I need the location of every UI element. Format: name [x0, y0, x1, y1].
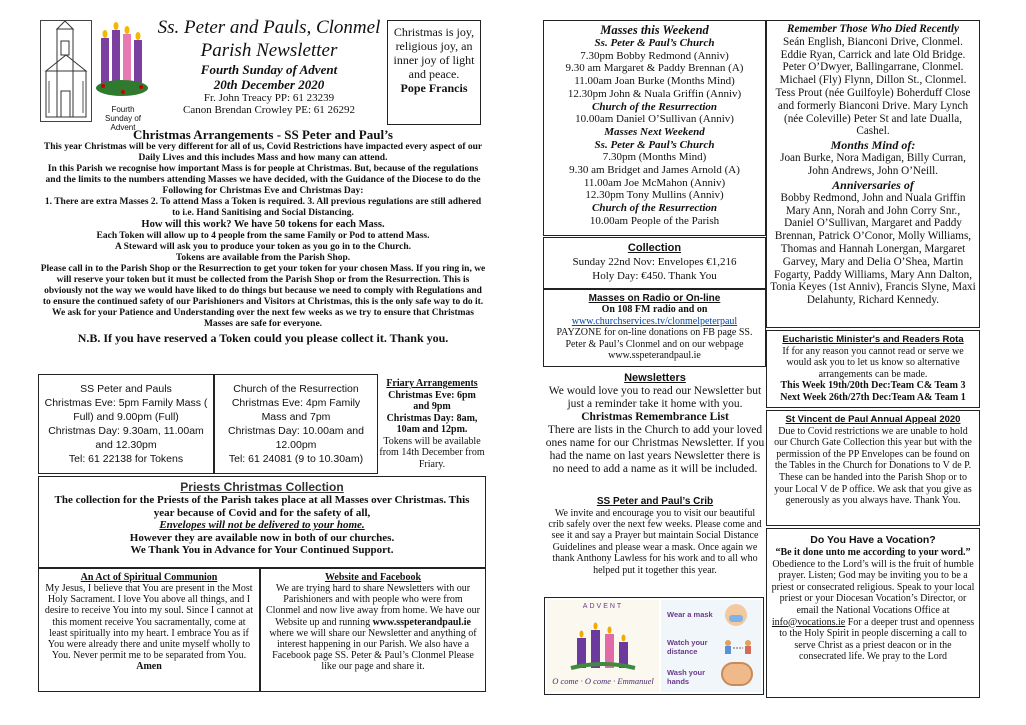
- months-mind-list: Joan Burke, Nora Madigan, Billy Curran, John Andrews, John O’Neill.: [780, 152, 966, 177]
- masses-title: Masses this Weekend: [600, 23, 709, 37]
- arrangements-line: Please call in to the Parish Shop or the Resurrection to get your token for your chosen Mass. If you ring in, we will reserve your token but it must be collected from the Parish Shop or from the Resurrection. This is obviously not the way we would have liked to do things but because we need to comply with Regulations and to ensure the continued safety of our Parishioners and Visitors at Christmas, this is the only safe way to do it.: [40, 264, 486, 307]
- communion-prayer: My Jesus, I believe that You are present in the Most Holy Sacrament. I love You above all things, and I desire to receive You into my soul. Since I cannot at this moment receive You sacramentally, come at least spiritually into my heart. I embrace You as if You were already there and unite myself wholly to You. Never permit me to be separated from You.: [44, 583, 254, 662]
- ssp-eve: Christmas Eve: 5pm Family Mass ( Full) and 9.00pm (Full): [44, 397, 208, 423]
- vocation-box: [766, 528, 980, 698]
- website-link[interactable]: www.sspeterandpaul.ie: [372, 616, 471, 628]
- covid-tips-panel: [661, 600, 761, 692]
- sunday-label: Fourth Sunday of Advent: [200, 62, 338, 77]
- mass-intention: 12.30pm John & Nuala Griffin (Anniv): [567, 87, 742, 100]
- mass-intention: 7.30pm Bobby Redmond (Anniv): [580, 49, 729, 62]
- masthead: [155, 16, 383, 116]
- vocation-body: Obedience to the Lord’s will is the fruit of humble prayer. Listen; God may be inviting you to be a priest or consecrated religious. Speak to your local priest or your Diocesan Vocation’s Director, or email the National Vocations Office at: [771, 558, 975, 616]
- friary-eve: Christmas Eve: 6pm and 9pm: [388, 389, 476, 412]
- collection-title: Collection: [627, 242, 682, 254]
- advent-word: ADVENT: [582, 603, 624, 610]
- priests-availability: However they are available now in both of our churches.: [129, 531, 395, 544]
- rota-this-week: This Week 19th/20th Dec:Team C& Team 3: [780, 380, 966, 391]
- svdp-appeal: [766, 410, 980, 526]
- quote-author: Pope Francis: [400, 81, 468, 95]
- tip-distance: Watch your distance: [667, 638, 708, 656]
- advent-panel: [547, 600, 659, 692]
- collection-holyday: Holy Day: €450. Thank You: [592, 270, 717, 282]
- website-text: [265, 583, 481, 673]
- mass-intention: 9.30 am Margaret & Paddy Brennan (A): [565, 62, 744, 75]
- vocation-text: [771, 547, 975, 663]
- remembrance-title: Christmas Remembrance List: [581, 411, 729, 423]
- friary-day: Christmas Day: 8am, 10am and 12pm.: [386, 412, 478, 435]
- advent-candles-icon: [569, 616, 637, 672]
- rota-title: Eucharistic Minister's and Readers Rota: [782, 334, 964, 345]
- crib-section: [546, 496, 764, 576]
- radio-title: Masses on Radio or On-line: [588, 293, 721, 304]
- mass-intention: 10.00am Daniel O’Sullivan (Anniv): [575, 113, 734, 126]
- mass-intention: 9.30 am Bridget and James Arnold (A): [569, 164, 740, 177]
- mass-intention: 11.00am Joe McMahon (Anniv): [583, 176, 726, 189]
- remember-deceased: [766, 20, 980, 328]
- website-detail: where we will share our Newsletter and anything of interest happening in our Parish. We also have a Facebook page SS. Peter & Paul’s Clonmel Please like our page and share it.: [269, 627, 477, 673]
- arrangements-line: In this Parish we recognise how important Mass is for people at Christmas. But, because of the regulations and the limits to the numbers attending Masses we have decided, with the Guidance of the Diocese to do the Following for Christmas Eve and Christmas Day:: [45, 164, 481, 196]
- mass-intention: 7.30pm (Months Mind): [602, 151, 707, 164]
- newsletter-title: Parish Newsletter: [200, 40, 338, 61]
- arrangements-line: 1. There are extra Masses 2. To attend Mass a Token is required. 3. All previous regulations are still adhered to i.e. Hand Sanitising and Social Distancing.: [44, 197, 482, 218]
- arrangements-line: Tokens are available from the Parish Shop.: [175, 253, 351, 263]
- hands-icon: [721, 662, 753, 686]
- arrangements-title: Christmas Arrangements - SS Peter and Paul’s: [133, 127, 393, 142]
- advent-caption: O come · O come · Emmanuel: [552, 676, 654, 686]
- friary-title: Friary Arrangements: [386, 378, 478, 389]
- communion-title: An Act of Spiritual Communion: [80, 572, 218, 583]
- months-mind-title: Months Mind of:: [830, 138, 916, 153]
- priests-collection-title: Priests Christmas Collection: [180, 480, 344, 494]
- distance-icon: [723, 638, 753, 654]
- svdp-text: Due to Covid restrictions we are unable to hold our Church Gate Collection this year but with the permission of the PP Envelopes can be found on the Tables in the Church for Donations to V de P. These can be handed into the Parish Shop or to your Local V de P office. We ask that you give as generously as you always have. Thank You.: [774, 425, 972, 507]
- christmas-arrangements: [40, 128, 486, 345]
- res-box-title: Church of the Resurrection: [233, 383, 359, 395]
- friary-note: Tokens will be available from 14th December from Friary.: [379, 435, 485, 470]
- website-title: Website and Facebook: [324, 572, 422, 583]
- anniversaries-title: Anniversaries of: [832, 177, 914, 192]
- svdp-title: St Vincent de Paul Annual Appeal 2020: [785, 414, 961, 425]
- mass-intention: 11.00am Joan Burke (Months Mind): [574, 75, 735, 88]
- vocation-quote: “Be it done unto me according to your word.”: [775, 547, 971, 558]
- ssp-tel: Tel: 61 22138 for Tokens: [68, 453, 184, 465]
- priests-thanks: We Thank You in Advance for Your Continued Support.: [130, 544, 394, 556]
- rota-next-week: Next Week 26th/27th Dec:Team A& Team 1: [780, 391, 966, 403]
- crib-title: SS Peter and Paul’s Crib: [596, 496, 714, 507]
- newsletters-title: Newsletters: [624, 372, 686, 384]
- remember-title: Remember Those Who Died Recently: [787, 23, 959, 35]
- ssp-church-heading: Ss. Peter & Paul’s Church: [594, 37, 715, 49]
- vocation-title: Do You Have a Vocation?: [810, 534, 936, 546]
- pope-quote-box: [387, 20, 481, 125]
- radio-line: On 108 FM radio and on: [601, 304, 708, 316]
- issue-date: 20th December 2020: [213, 77, 325, 92]
- advent-wreath-image: [95, 20, 153, 132]
- vocation-prayer: For a deeper trust and openness to the Holy Spirit in people discerning a call to serve Christ as a priest deacon or in the consecrated life. We pray to the Lord: [779, 616, 975, 663]
- masses-radio-online: [543, 289, 766, 367]
- masses-this-weekend: [543, 20, 766, 236]
- deceased-list: Seán English, Bianconi Drive, Clonmel. Eddie Ryan, Carrick and late Old Bridge. Peter O’Dwyer, Ballingarrane, Clonmel. Michael (Fly) Flynn, Dillon St., Clonmel. Tess Prout (née Guilfoyle) Boherduff Close and formerly Bianconi Drive. Mary Lynch (née Coleville) Peter St and late Dualla, Cashel.: [775, 35, 971, 138]
- mass-intention: 10.00am People of the Parish: [589, 214, 720, 227]
- parish-title: Ss. Peter and Pauls, Clonmel: [157, 17, 381, 38]
- arrangements-line: A Steward will ask you to produce your token as you go in to the Church.: [114, 242, 412, 252]
- tip-wash: Wash your hands: [667, 668, 706, 686]
- website-facebook: [260, 568, 486, 692]
- arrangements-line: How will this work? We have 50 tokens for each Mass.: [141, 219, 385, 230]
- arrangements-line: Each Token will allow up to 4 people from the same Family or Pod to attend Mass.: [96, 231, 430, 241]
- communion-amen: Amen: [136, 661, 162, 673]
- spiritual-communion: [38, 568, 260, 692]
- ssp-church-heading-next: Ss. Peter & Paul’s Church: [594, 138, 715, 151]
- pp-contact: Fr. John Treacy PP: 61 23239: [203, 92, 335, 104]
- anniversaries-list: Bobby Redmond, John and Nuala Griffin Mary Ann, Norah and John Corry Snr., Daniel O’Sullivan, Margaret and Paddy Brennan, Patrick O’Conor, Molly Williams, Thomas and Hannah Lonergan, Margaret Garvey, Mary and Delia O’Shea, Martin Fogarty, Paddy Williams, Mary Ann Dalton, Tonia Keyes (1st Anniv), Francis Slyne, Maxi Delahunty, Richard Kennedy.: [770, 191, 976, 307]
- arrangements-line: We ask for your Patience and Understanding over the next few weeks as we try to ensure that Christmas Masses are safe for everyone.: [51, 308, 475, 329]
- resurrection-heading-next: Church of the Resurrection: [592, 202, 717, 215]
- friary-arrangements: [379, 378, 485, 470]
- advent-covid-image: [544, 597, 764, 695]
- masses-next-weekend-title: Masses Next Weekend: [604, 125, 705, 138]
- vocations-email-link[interactable]: info@vocations.ie: [771, 616, 846, 628]
- website-intro: We are trying hard to share Newsletters with our Parishioners and with people who were from Clonmel and now live away from home. We have our Website up and running: [266, 583, 480, 628]
- collection-box: [543, 237, 766, 289]
- res-tel: Tel: 61 24081 (9 to 10.30am): [228, 453, 364, 465]
- churchservices-link[interactable]: www.churchservices.tv/clonmelpeterpaul: [571, 315, 738, 327]
- wreath-caption: Fourth Sunday of Advent: [104, 105, 142, 132]
- ssp-box-title: SS Peter and Pauls: [80, 383, 172, 395]
- quote-text: Christmas is joy, religious joy, an inner joy of light and peace.: [393, 25, 475, 81]
- tip-mask: Wear a mask: [667, 610, 713, 619]
- church-drawing: [40, 20, 92, 122]
- communion-text: [43, 583, 255, 673]
- resurrection-christmas-masses: [214, 374, 378, 474]
- newsletters-text: We would love you to read our Newsletter but just a reminder take it home with you.: [548, 385, 762, 410]
- remembrance-text: There are lists in the Church to add your loved ones name for our Christmas Newsletter. If you had the name on last years Newsletter there is no need to add a name as it will be included.: [545, 424, 765, 475]
- pe-contact: Canon Brendan Crowley PE: 61 26292: [182, 104, 355, 116]
- priests-collection: [38, 476, 486, 568]
- token-reminder: N.B. If you have reserved a Token could you please collect it. Thank you.: [77, 331, 449, 345]
- crib-text: We invite and encourage you to visit our beautiful crib safely over the next few weeks. Please come and see it and say a Prayer but maintain Social Distance Guidelines and please wear a mask. Once again we thank Anthony Lawless for his work and to all who helped put it together this year.: [548, 507, 762, 576]
- envelopes-notice: Envelopes will not be delivered to your home.: [159, 519, 365, 531]
- resurrection-heading: Church of the Resurrection: [592, 100, 717, 113]
- mass-intention: 12.30pm Tony Mullins (Anniv): [585, 189, 724, 202]
- collection-sunday: Sunday 22nd Nov: Envelopes €1,216: [572, 256, 737, 268]
- priests-text: The collection for the Priests of the Parish takes place at all Masses over Christmas. This year because of Covid and for the safety of all,: [54, 494, 470, 519]
- res-eve: Christmas Eve: 4pm Family Mass and 7pm: [231, 397, 361, 423]
- rota-text: If for any reason you cannot read or serve we would ask you to let us know so alternative arrangements can be made.: [782, 345, 964, 380]
- res-day: Christmas Day: 10.00am and 12.00pm: [228, 425, 364, 451]
- ministers-rota: [766, 330, 980, 408]
- payzone-text: PAYZONE for on-line donations on FB page SS. Peter & Paul’s Clonmel and on our webpage www.sspeterandpaul.ie: [556, 327, 753, 362]
- newsletters-section: [544, 372, 766, 476]
- mask-icon: [725, 604, 747, 626]
- arrangements-line: This year Christmas will be very different for all of us, Covid Restrictions have impacted every aspect of our Daily Lives and this includes Mass and how many can attend.: [43, 142, 483, 163]
- ssp-christmas-masses: [38, 374, 214, 474]
- ssp-day: Christmas Day: 9.30am, 11.00am and 12.30pm: [48, 425, 204, 451]
